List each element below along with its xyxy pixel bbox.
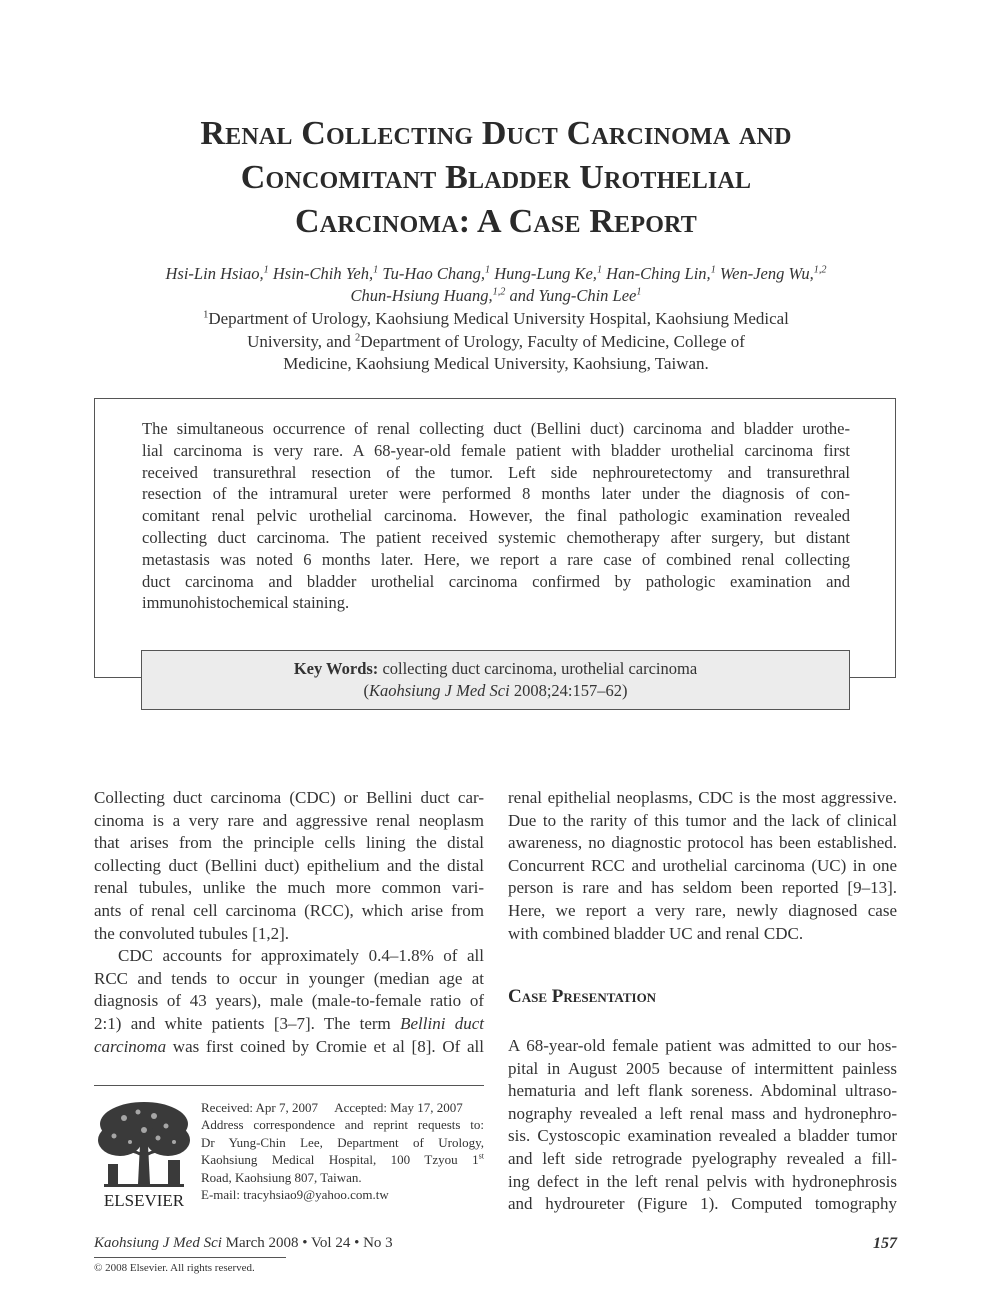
affiliation-line <box>100 331 892 354</box>
author-affil-mark: 1,2 <box>813 264 827 276</box>
body-line: ing defect in the left renal pelvis with hydronephrosis <box>508 1171 897 1191</box>
keywords-label: Key Words: <box>293 659 379 678</box>
abstract <box>142 418 850 614</box>
abstract-line: collecting duct carcinoma. The patient received systemic chemotherapy after surgery, but distant <box>142 527 850 547</box>
footnote-line: Road, Kaohsiung 807, Taiwan. <box>201 1169 362 1185</box>
body-line: person is rare and has seldom been reported [9–13]. <box>508 878 897 898</box>
body-line: renal epithelial neoplasms, CDC is the most aggressive. <box>508 788 897 807</box>
author-affil-mark: 1 <box>263 264 269 276</box>
body-line: nography revealed a left renal mass and hydronephro- <box>508 1103 897 1123</box>
elsevier-tree-icon <box>94 1098 194 1210</box>
author-affil-mark: 1 <box>710 264 716 276</box>
author-list <box>100 263 892 307</box>
abstract-line: lial carcinoma is very rare. A 68-year-old female patient with bladder urothelial carcinoma first <box>142 440 850 460</box>
body-column-right <box>508 787 897 945</box>
body-line: collecting duct (Bellini duct) epithelium and the distal <box>94 855 484 875</box>
keywords-line <box>142 658 849 680</box>
body-line: renal tubules, unlike the much more common vari- <box>94 878 484 898</box>
ordinal-suffix: st <box>478 1151 484 1161</box>
body-text: was first coined by Cromie et al [8]. Of all <box>166 1036 484 1056</box>
title-line: Renal Collecting Duct Carcinoma and <box>200 115 792 152</box>
body-line: hematuria and left flank soreness. Abdominal ultraso- <box>508 1081 897 1101</box>
author-name: Han-Ching Lin, <box>602 264 711 283</box>
author-name: Hsin-Chih Yeh, <box>268 264 374 283</box>
footnote-line <box>201 1151 484 1168</box>
page-number: 157 <box>873 1235 897 1252</box>
citation-paren: ( <box>363 681 369 700</box>
section-heading: Case Presentation <box>508 986 657 1007</box>
accepted-date: Accepted: May 17, 2007 <box>334 1100 463 1115</box>
body-line: sis. Cystoscopic examination revealed a bladder tumor <box>508 1126 897 1146</box>
title-line: Carcinoma: A Case Report <box>295 203 697 240</box>
author-name: Hsi-Lin Hsiao, <box>165 264 264 283</box>
footer-journal: Kaohsiung J Med Sci <box>94 1235 222 1251</box>
author-name: Chun-Hsiung Huang, <box>350 286 493 305</box>
body-italic: Bellini duct <box>400 1013 485 1033</box>
author-affil-mark: 1 <box>373 264 379 276</box>
title-line: Concomitant Bladder Urothelial <box>240 159 752 196</box>
footnote-divider <box>94 1085 484 1086</box>
affil-mark: 1 <box>203 309 209 321</box>
author-name: Wen-Jeng Wu, <box>715 264 814 283</box>
body-line: ants of renal cell carcinoma (RCC), which arise from <box>94 900 484 920</box>
body-line: RCC and tends to occur in younger (median age at <box>94 968 484 988</box>
citation-line <box>142 680 849 702</box>
body-line: Due to the rarity of this tumor and the lack of clinical <box>508 810 897 830</box>
body-line: cinoma is a very rare and aggressive renal neoplasm <box>94 810 484 830</box>
body-line: and hydroureter (Figure 1). Computed tomography <box>508 1194 897 1214</box>
abstract-line: received transurethral resection of the tumor. Left side nephrouretectomy and transurethral <box>142 462 850 482</box>
body-line: that arises from the principle cells lining the distal <box>94 833 484 853</box>
affiliation-line: Medicine, Kaohsiung Medical University, Kaohsiung, Taiwan. <box>283 354 709 373</box>
logo-wordmark: ELSEVIER <box>103 1191 185 1210</box>
affiliation-text: Department of Urology, Kaohsiung Medical University Hospital, Kaohsiung Medical <box>208 309 789 328</box>
affiliation-text: Department of Urology, Faculty of Medicine, College of <box>360 331 745 351</box>
received-date: Received: Apr 7, 2007 <box>201 1100 318 1115</box>
body-line <box>94 1013 484 1036</box>
body-line <box>94 1036 484 1059</box>
body-line: the convoluted tubules [1,2]. <box>94 923 289 943</box>
footer-divider <box>94 1257 286 1258</box>
footer-issue: March 2008 • Vol 24 • No 3 <box>221 1235 393 1251</box>
body-line: Collecting duct carcinoma (CDC) or Bellini duct car- <box>94 788 484 807</box>
body-line: diagnosis of 43 years), male (male-to-female ratio of <box>94 991 484 1011</box>
footnote-text: Kaohsiung Medical Hospital, 100 Tzyou 1 <box>201 1152 479 1168</box>
keywords-box <box>141 650 850 710</box>
abstract-line: metastasis was noted 6 months later. Here, we report a rare case of combined renal collecting <box>142 549 850 569</box>
footnote-line: Dr Yung-Chin Lee, Department of Urology, <box>201 1134 484 1150</box>
affiliations <box>100 308 892 376</box>
author-line-1 <box>100 263 892 285</box>
body-line: Here, we report a very rare, newly diagnosed case <box>508 900 897 920</box>
author-name: Hung-Lung Ke, <box>490 264 597 283</box>
body-line: CDC accounts for approximately 0.4–1.8% of all <box>118 946 484 966</box>
author-line-2 <box>100 285 892 307</box>
body-line: and left side retrograde pyelography revealed a fill- <box>508 1148 897 1168</box>
body-line: Concurrent RCC and urothelial carcinoma (UC) in one <box>508 855 897 875</box>
footnote-line: Address correspondence and reprint requests to: <box>201 1117 484 1133</box>
author-name: and Yung-Chin Lee <box>505 286 637 305</box>
author-affil-mark: 1 <box>485 264 491 276</box>
body-line: with combined bladder UC and renal CDC. <box>508 923 804 943</box>
body-line: awareness, no diagnostic protocol has been established. <box>508 833 897 853</box>
running-footer <box>94 1235 897 1252</box>
body-italic: carcinoma <box>94 1036 167 1056</box>
affiliation-text: University, and <box>247 331 356 351</box>
affil-mark: 2 <box>355 331 361 343</box>
article-title <box>90 112 902 244</box>
footnote-dates <box>201 1099 484 1116</box>
footnote-email[interactable]: E-mail: tracyhsiao9@yahoo.com.tw <box>201 1187 389 1203</box>
body-line: pital in August 2005 because of intermittent painless <box>508 1058 897 1078</box>
abstract-line: comitant renal pelvic urothelial carcinoma. However, the final pathologic examination revealed <box>142 506 850 526</box>
body-text: 2:1) and white patients [3–7]. The term <box>94 1013 401 1033</box>
abstract-line: duct carcinoma and bladder urothelial carcinoma confirmed by pathologic examination and <box>142 571 850 591</box>
citation-journal: Kaohsiung J Med Sci <box>369 681 510 700</box>
author-affil-mark: 1,2 <box>492 286 506 298</box>
body-line: A 68-year-old female patient was admitted to our hos- <box>508 1036 897 1055</box>
abstract-line: The simultaneous occurrence of renal collecting duct (Bellini duct) carcinoma and bladder urothe- <box>142 419 850 438</box>
abstract-line: resection of the intramural ureter were performed 8 months later under the diagnosis of con- <box>142 484 850 504</box>
author-affil-mark: 1 <box>596 264 603 276</box>
case-presentation-text <box>508 1035 897 1216</box>
footnote <box>201 1099 484 1203</box>
citation-details: 2008;24:157–62) <box>509 681 628 700</box>
author-affil-mark: 1 <box>636 286 642 298</box>
author-name: Tu-Hao Chang, <box>378 264 486 283</box>
affiliation-line <box>100 308 892 331</box>
elsevier-logo <box>94 1098 194 1210</box>
keywords-text: collecting duct carcinoma, urothelial carcinoma <box>378 659 698 678</box>
copyright-notice: © 2008 Elsevier. All rights reserved. <box>94 1262 255 1274</box>
body-column-left <box>94 787 484 1058</box>
abstract-line: immunohistochemical staining. <box>142 593 350 613</box>
